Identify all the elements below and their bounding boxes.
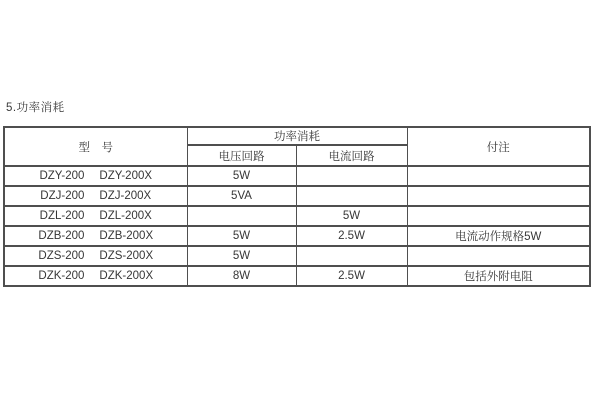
power-consumption-table [3, 126, 591, 287]
current-circuit-cell: 5W [296, 206, 407, 226]
header-model: 型 号 [4, 127, 187, 166]
header-row-1 [4, 127, 590, 145]
section-title: 5.功率消耗 [6, 102, 65, 114]
model-name: DZB-200 [38, 230, 85, 242]
model-cell [4, 186, 187, 206]
note-cell [407, 166, 590, 186]
header-voltage-circuit: 电压回路 [187, 145, 296, 166]
model-name: DZK-200 [38, 270, 85, 282]
table-row [4, 186, 590, 206]
current-circuit-cell: 2.5W [296, 266, 407, 286]
table-row [4, 266, 590, 286]
current-circuit-cell: 2.5W [296, 226, 407, 246]
table-row [4, 206, 590, 226]
table-row [4, 166, 590, 186]
note-cell: 电流动作规格5W [407, 226, 590, 246]
header-power-consumption: 功率消耗 [187, 127, 407, 145]
table-row [4, 226, 590, 246]
voltage-circuit-cell: 5VA [187, 186, 296, 206]
model-name: DZL-200 [39, 210, 85, 222]
voltage-circuit-cell: 5W [187, 166, 296, 186]
model-name: DZJ-200X [99, 190, 152, 202]
model-cell [4, 226, 187, 246]
model-name: DZL-200X [99, 210, 152, 222]
table-body [4, 166, 590, 286]
note-cell [407, 186, 590, 206]
voltage-circuit-cell: 5W [187, 226, 296, 246]
header-current-circuit: 电流回路 [296, 145, 407, 166]
model-name: DZB-200X [99, 230, 154, 242]
model-cell [4, 166, 187, 186]
model-cell [4, 266, 187, 286]
header-notes: 付注 [407, 127, 590, 166]
voltage-circuit-cell [187, 206, 296, 226]
model-cell [4, 246, 187, 266]
model-name: DZY-200X [99, 170, 153, 182]
model-name: DZK-200X [99, 270, 154, 282]
current-circuit-cell [296, 246, 407, 266]
model-name: DZJ-200 [40, 190, 85, 202]
current-circuit-cell [296, 186, 407, 206]
model-name: DZY-200 [39, 170, 85, 182]
model-name: DZS-200 [38, 250, 85, 262]
table-header [4, 127, 590, 166]
table-row [4, 246, 590, 266]
note-cell: 包括外附电阻 [407, 266, 590, 286]
model-name: DZS-200X [99, 250, 154, 262]
voltage-circuit-cell: 8W [187, 266, 296, 286]
note-cell [407, 206, 590, 226]
note-cell [407, 246, 590, 266]
current-circuit-cell [296, 166, 407, 186]
voltage-circuit-cell: 5W [187, 246, 296, 266]
model-cell [4, 206, 187, 226]
